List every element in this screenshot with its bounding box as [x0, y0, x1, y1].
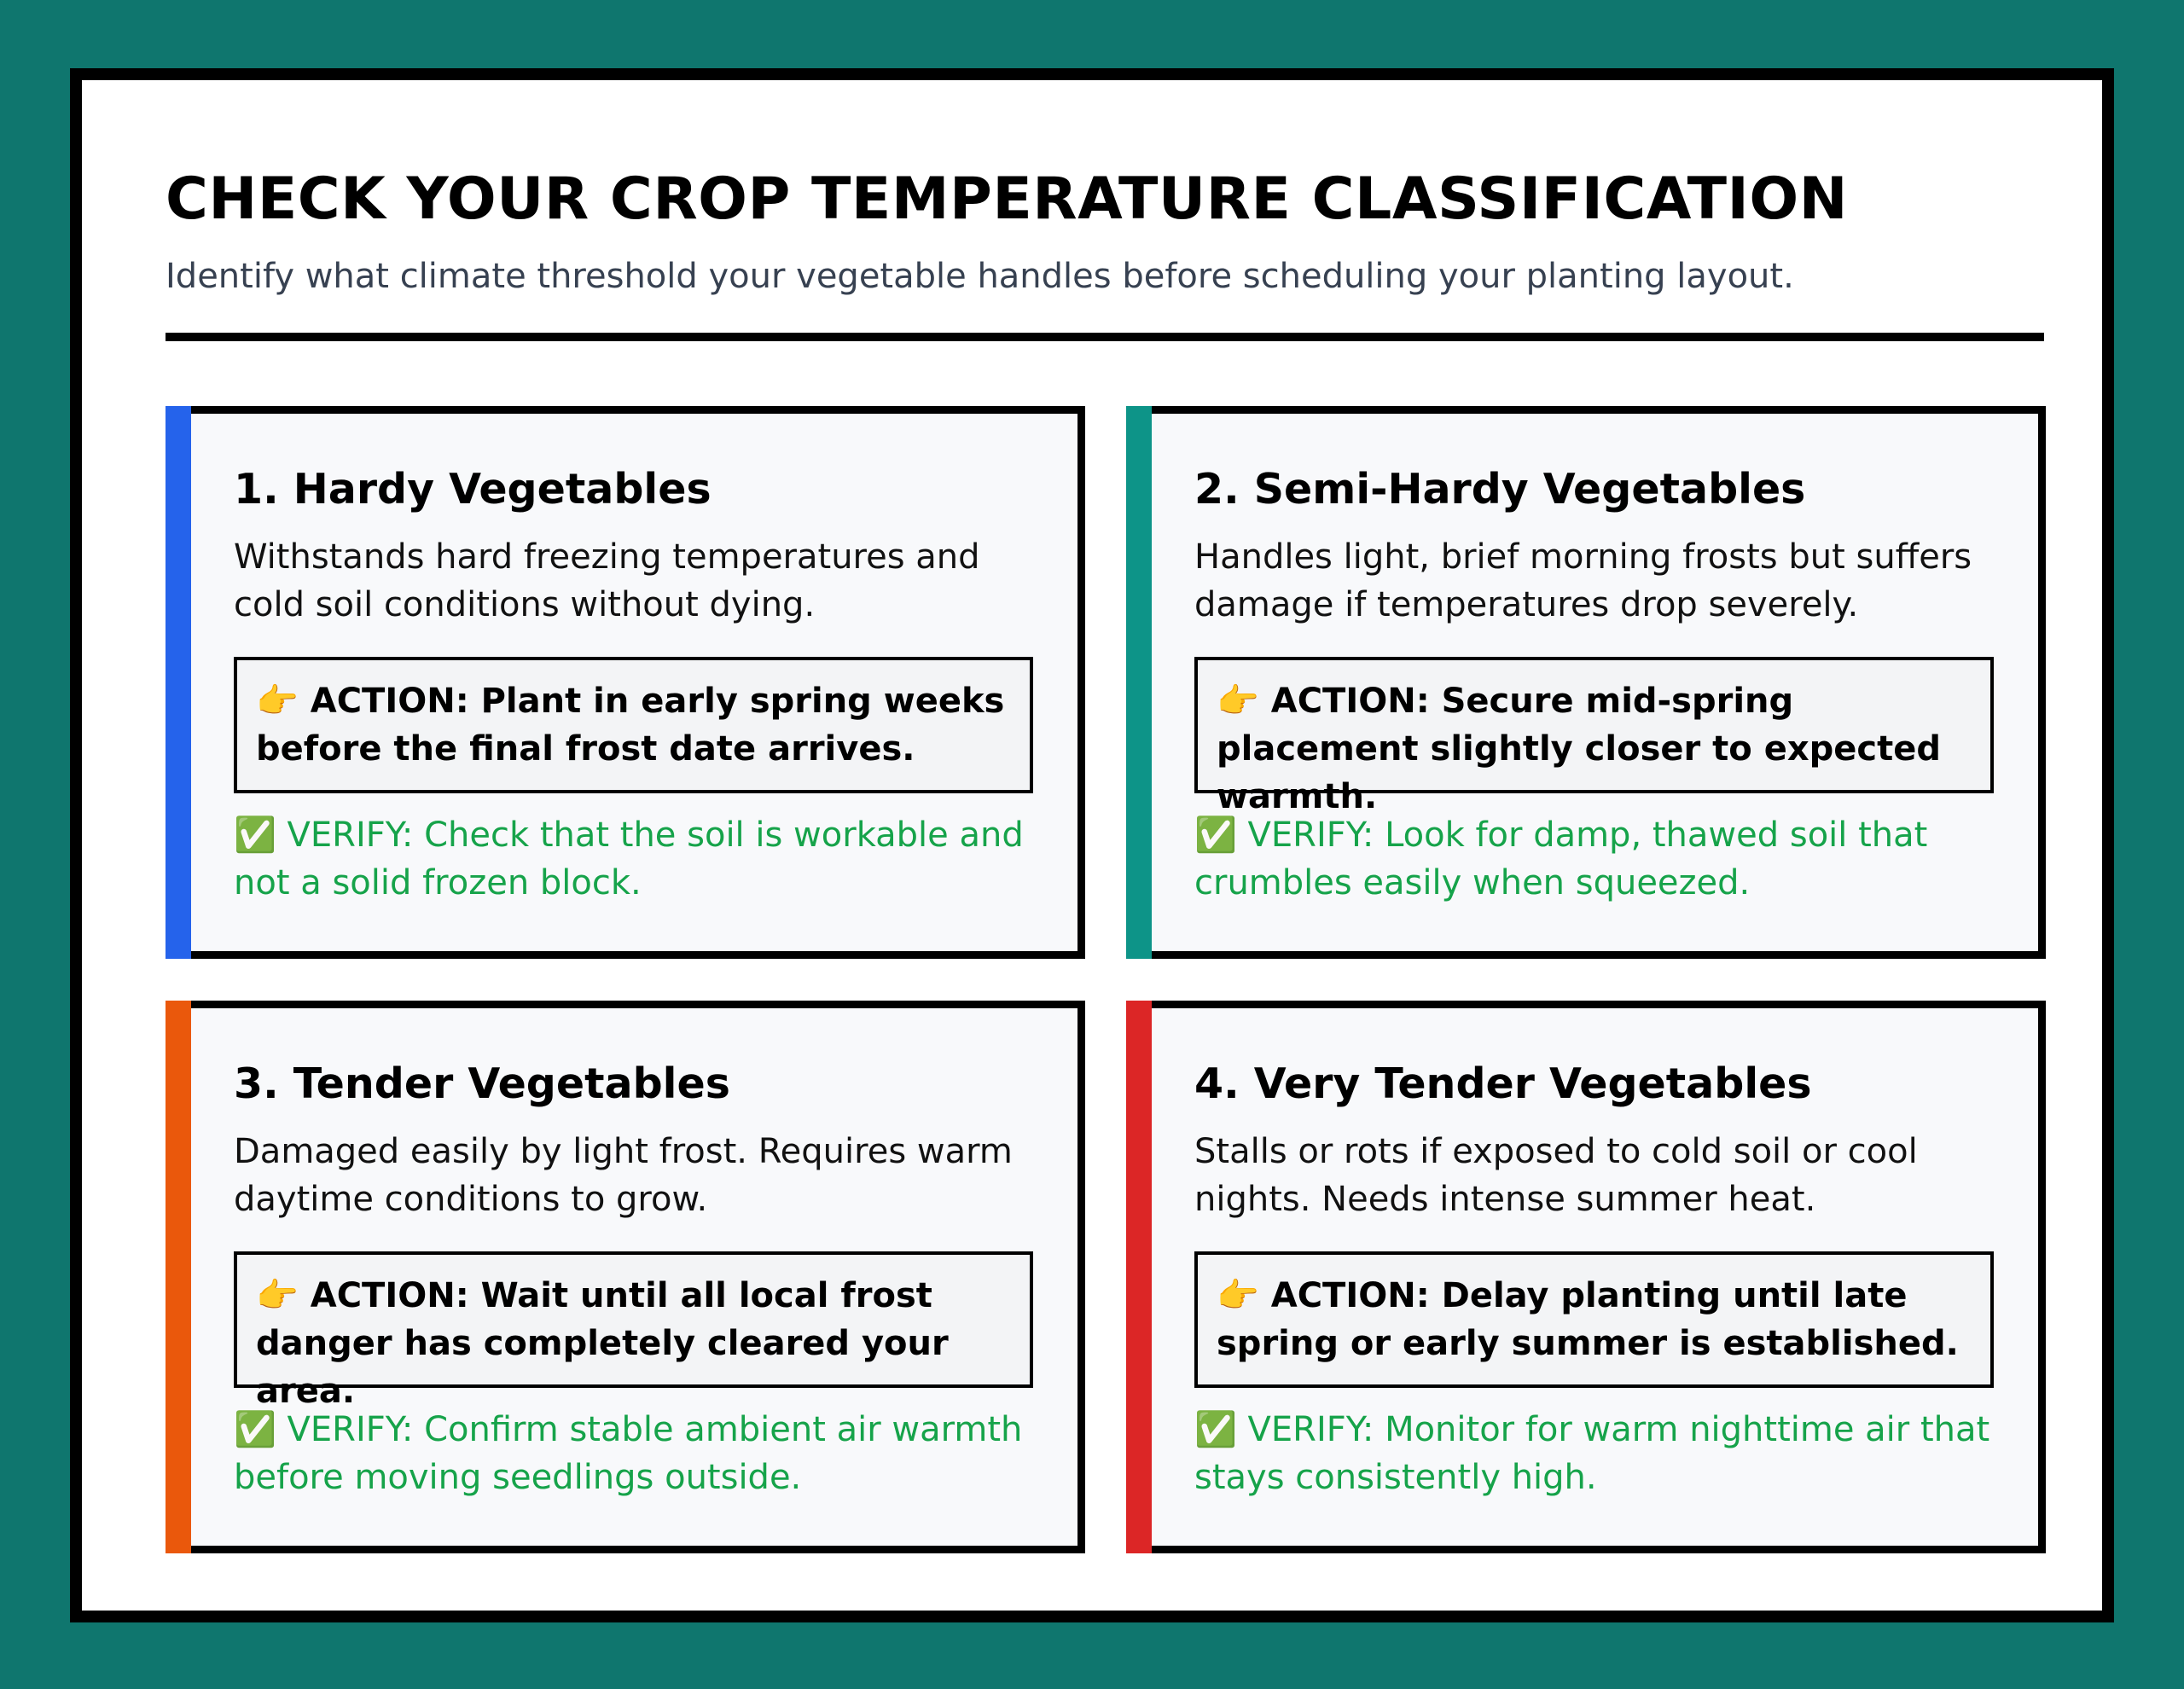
verify-text: ✅ VERIFY: Monitor for warm nighttime air that stays consistently high.	[1194, 1410, 1990, 1497]
verify-text: ✅ VERIFY: Check that the soil is workable and not a solid frozen block.	[234, 815, 1024, 903]
card-tender	[166, 1001, 1085, 1553]
card-title: 3. Tender Vegetables	[234, 1059, 730, 1108]
page-subtitle: Identify what climate threshold your vegetable handles before scheduling your planting layout.	[166, 257, 1794, 296]
card-title: 1. Hardy Vegetables	[234, 465, 712, 514]
card-accent-bar	[166, 1001, 191, 1553]
card-title: 4. Very Tender Vegetables	[1194, 1059, 1812, 1108]
verify-text: ✅ VERIFY: Look for damp, thawed soil that crumbles easily when squeezed.	[1194, 815, 1928, 903]
action-box: 👉 ACTION: Wait until all local frost danger has completely cleared your area.	[234, 1251, 1033, 1388]
title-divider	[166, 333, 2044, 341]
card-accent-bar	[1126, 1001, 1152, 1553]
card-very-tender	[1126, 1001, 2046, 1553]
card-accent-bar	[166, 406, 191, 959]
card-accent-bar	[1126, 406, 1152, 959]
verify-text: ✅ VERIFY: Confirm stable ambient air warmth before moving seedlings outside.	[234, 1410, 1023, 1497]
card-description: Handles light, brief morning frosts but suffers damage if temperatures drop severely.	[1194, 537, 1972, 624]
card-hardy	[166, 406, 1085, 959]
page-frame	[70, 68, 2114, 1622]
page-title: CHECK YOUR CROP TEMPERATURE CLASSIFICATION	[166, 165, 1849, 233]
action-box: 👉 ACTION: Delay planting until late spring or early summer is established.	[1194, 1251, 1994, 1388]
action-box: 👉 ACTION: Secure mid-spring placement slightly closer to expected warmth.	[1194, 657, 1994, 793]
card-semi-hardy	[1126, 406, 2046, 959]
card-description: Stalls or rots if exposed to cold soil or cool nights. Needs intense summer heat.	[1194, 1132, 1918, 1219]
card-title: 2. Semi-Hardy Vegetables	[1194, 465, 1806, 514]
card-description: Damaged easily by light frost. Requires warm daytime conditions to grow.	[234, 1132, 1013, 1219]
card-description: Withstands hard freezing temperatures and cold soil conditions without dying.	[234, 537, 980, 624]
action-box: 👉 ACTION: Plant in early spring weeks before the final frost date arrives.	[234, 657, 1033, 793]
